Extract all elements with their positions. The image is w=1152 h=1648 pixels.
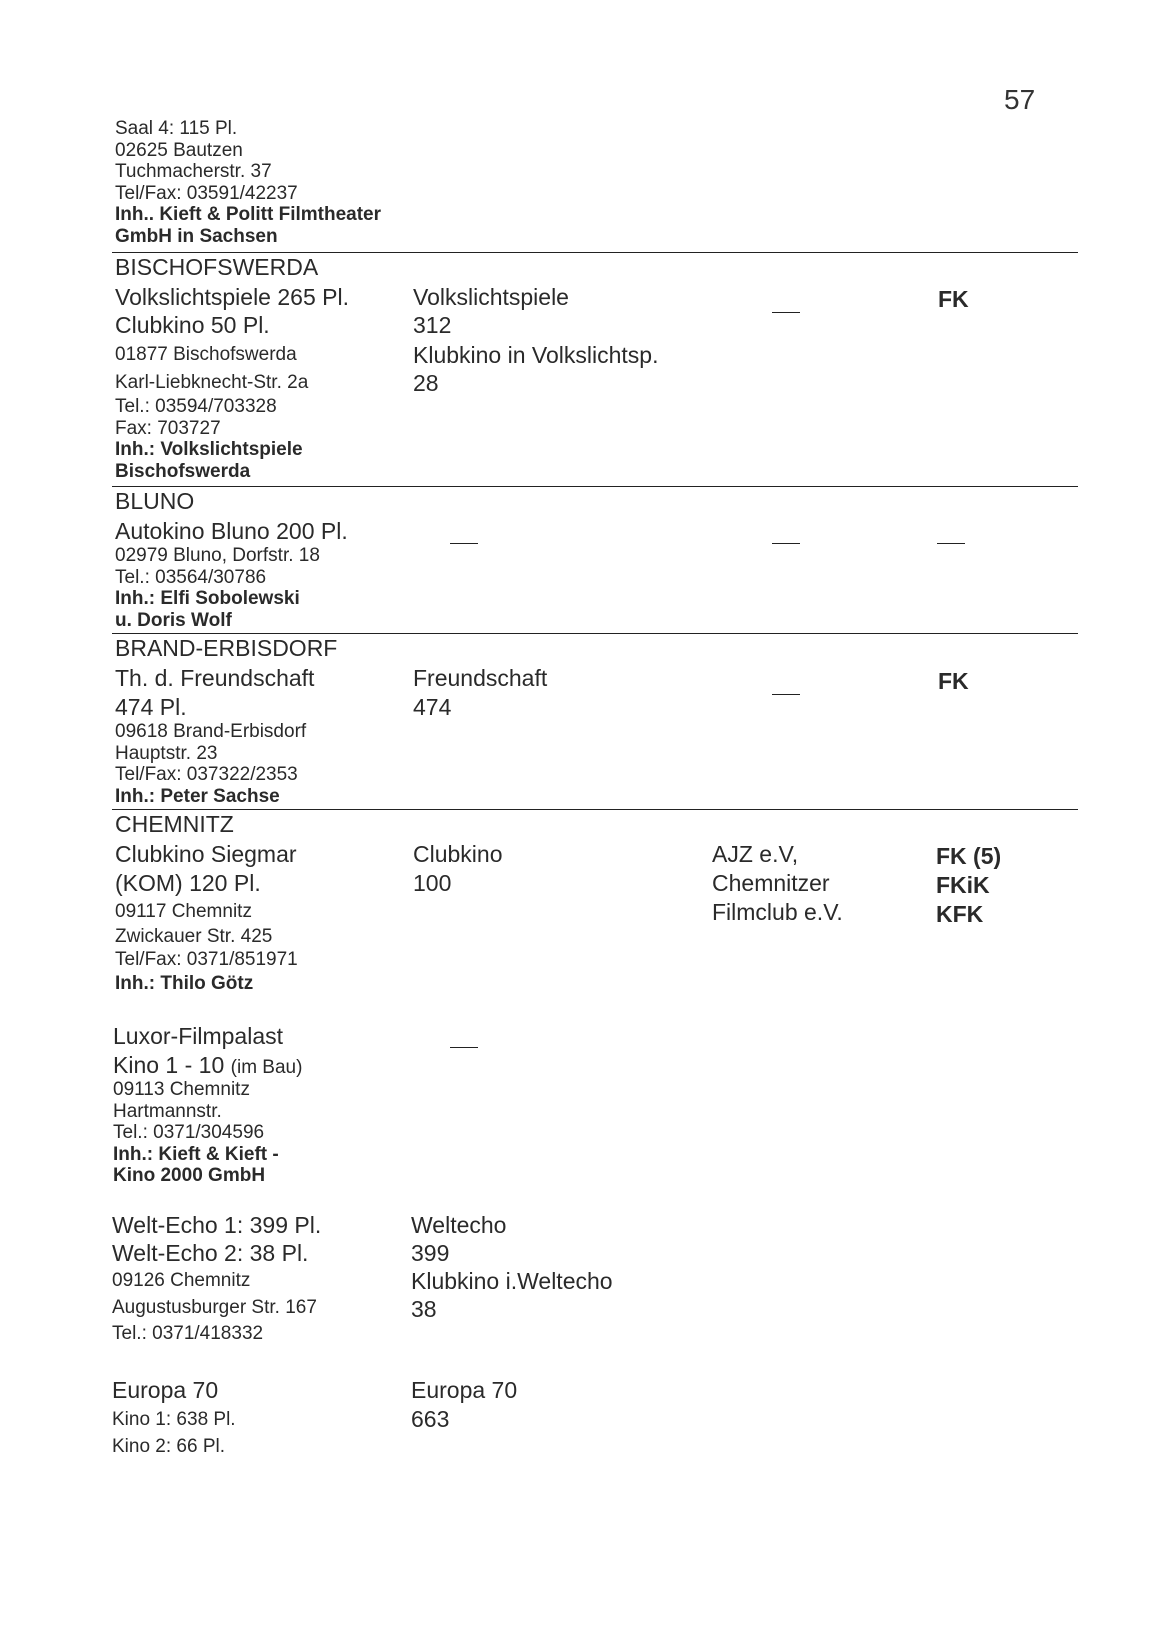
- detail-line: Tel/Fax: 037322/2353: [115, 764, 298, 785]
- detail-line: Hauptstr. 23: [115, 742, 218, 764]
- col4-code: KFK: [936, 901, 984, 927]
- owner-line: Kino 2000 GmbH: [113, 1165, 266, 1186]
- owner-line: Inh.: Kieft & Kieft -: [113, 1143, 279, 1165]
- owner-line: u. Doris Wolf: [115, 609, 232, 631]
- details-block: [115, 721, 306, 807]
- entry-bautzen: [115, 118, 381, 247]
- detail-line: 09618 Brand-Erbisdorf: [115, 721, 307, 742]
- city-heading-brand-erbisdorf: BRAND-ERBISDORF: [115, 635, 338, 661]
- detail-line: 02979 Bluno, Dorfstr. 18: [115, 545, 320, 566]
- address-line: Zwickauer Str. 425: [115, 926, 273, 947]
- col2-line: 663: [411, 1406, 450, 1432]
- contact-block: [115, 396, 303, 482]
- empty-dash: [937, 543, 965, 544]
- col2-line: 100: [413, 870, 452, 896]
- section-divider: [112, 486, 1078, 487]
- col2-line: 399: [411, 1240, 450, 1266]
- owner-line: Inh.. Kieft & Politt Filmtheater: [115, 204, 382, 225]
- col2-line: Klubkino in Volkslichtsp.: [413, 342, 659, 368]
- col3-line: AJZ e.V,: [712, 841, 799, 867]
- page-number: 57: [1004, 84, 1036, 115]
- section-divider: [112, 809, 1078, 810]
- city-heading-bluno: BLUNO: [115, 488, 195, 514]
- owner-line: Inh.: Elfi Sobolewski: [115, 588, 300, 609]
- halls-text: Kino 1 - 10: [113, 1052, 225, 1078]
- empty-dash: [450, 543, 478, 544]
- col2-line: Freundschaft: [413, 665, 548, 691]
- cinema-name: Welt-Echo 2: 38 Pl.: [112, 1240, 309, 1266]
- col2-line: Weltecho: [411, 1212, 507, 1238]
- city-heading-bischofswerda: BISCHOFSWERDA: [115, 254, 319, 280]
- col2-line: Clubkino: [413, 841, 503, 867]
- cinema-name: Volkslichtspiele 265 Pl.: [115, 284, 349, 310]
- cinema-halls: [113, 1051, 302, 1080]
- cinema-name: Europa 70: [112, 1377, 219, 1403]
- entry-line: Saal 4: 115 Pl.: [115, 118, 238, 139]
- contact-line: Fax: 703727: [115, 417, 221, 439]
- col2-line: 28: [413, 370, 439, 396]
- hall-line: Kino 1: 638 Pl.: [112, 1409, 236, 1430]
- col3-line: Filmclub e.V.: [712, 899, 843, 925]
- detail-line: Tel.: 03564/30786: [115, 566, 267, 588]
- address-line: Tel.: 0371/418332: [112, 1323, 264, 1344]
- cinema-name: Welt-Echo 1: 399 Pl.: [112, 1212, 322, 1238]
- empty-dash: [772, 543, 800, 544]
- details-block: [115, 545, 320, 631]
- col2-line: 474: [413, 694, 452, 720]
- cinema-name: Clubkino Siegmar: [115, 841, 297, 867]
- cinema-name: Autokino Bluno 200 Pl.: [115, 518, 348, 544]
- address-line: Karl-Liebknecht-Str. 2a: [115, 372, 309, 393]
- cinema-name: (KOM) 120 Pl.: [115, 870, 261, 896]
- details-block: [113, 1079, 279, 1187]
- entry-line: Tel/Fax: 03591/42237: [115, 182, 298, 204]
- construction-note: (im Bau): [230, 1057, 303, 1078]
- owner-line: Inh.: Volkslichtspiele: [115, 439, 303, 460]
- detail-line: 09113 Chemnitz: [113, 1079, 250, 1100]
- contact-line: Tel.: 03594/703328: [115, 396, 277, 417]
- address-line: 01877 Bischofswerda: [115, 344, 297, 365]
- col2-line: 312: [413, 312, 452, 338]
- entry-line: 02625 Bautzen: [115, 139, 243, 161]
- cinema-name: 474 Pl.: [115, 694, 187, 720]
- owner-line: GmbH in Sachsen: [115, 225, 278, 247]
- hall-line: Kino 2: 66 Pl.: [112, 1436, 226, 1457]
- address-line: Augustusburger Str. 167: [112, 1297, 317, 1318]
- address-line: Tel/Fax: 0371/851971: [115, 949, 298, 970]
- empty-dash: [772, 312, 800, 313]
- col3-line: Chemnitzer: [712, 870, 830, 896]
- cinema-name: Th. d. Freundschaft: [115, 665, 315, 691]
- col4-code: FK: [938, 286, 969, 312]
- col4-code: FK (5): [936, 843, 1002, 869]
- address-line: 09117 Chemnitz: [115, 901, 252, 922]
- address-line: 09126 Chemnitz: [112, 1270, 251, 1291]
- detail-line: Hartmannstr.: [113, 1100, 222, 1122]
- empty-dash: [772, 694, 800, 695]
- col2-line: 38: [411, 1296, 437, 1322]
- entry-line: Tuchmacherstr. 37: [115, 161, 272, 182]
- col2-line: Volkslichtspiele: [413, 284, 569, 310]
- cinema-name: Luxor-Filmpalast: [113, 1023, 283, 1049]
- owner-line: Inh.: Thilo Götz: [115, 973, 254, 994]
- detail-line: Tel.: 0371/304596: [113, 1122, 265, 1143]
- empty-dash: [450, 1047, 478, 1048]
- col4-code: FKiK: [936, 872, 990, 898]
- col4-code: FK: [938, 668, 969, 694]
- city-heading-chemnitz: CHEMNITZ: [115, 811, 234, 837]
- owner-line: Inh.: Peter Sachse: [115, 785, 280, 807]
- cinema-name: Clubkino 50 Pl.: [115, 312, 270, 338]
- col2-line: Europa 70: [411, 1377, 518, 1403]
- col2-line: Klubkino i.Weltecho: [411, 1268, 613, 1294]
- owner-line: Bischofswerda: [115, 460, 251, 482]
